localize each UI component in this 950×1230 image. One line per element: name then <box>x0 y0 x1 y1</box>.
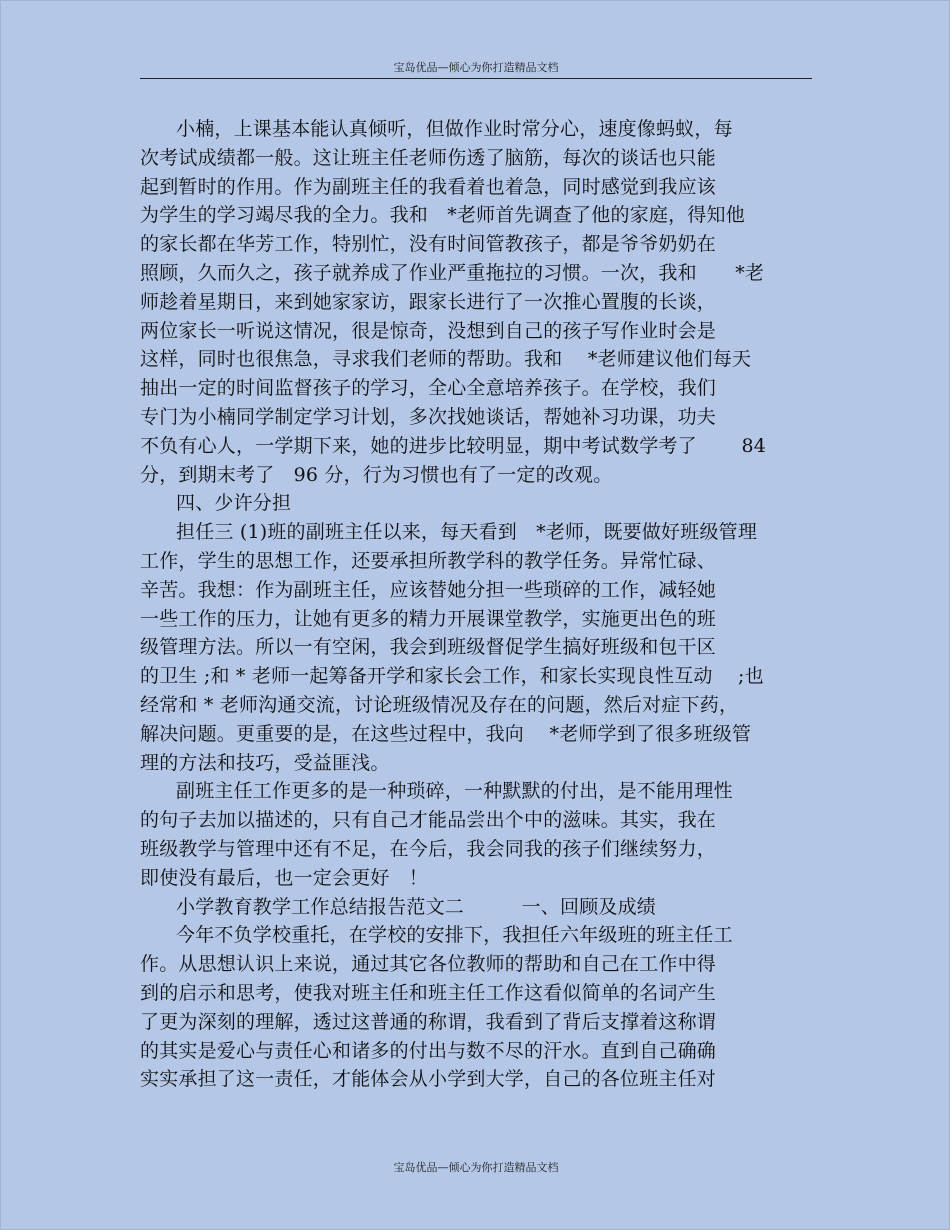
text-line: 的其实是爱心与责任心和诸多的付出与数不尽的汗水。直到自己确确 <box>140 1039 717 1062</box>
text-line: 实实承担了这一责任，才能体会从小学到大学，自己的各位班主任对 <box>140 1068 717 1091</box>
text-line: 到的启示和思考，使我对班主任和班主任工作这看似简单的名词产生 <box>140 981 717 1004</box>
text-line: 照顾，久而久之，孩子就养成了作业严重拖拉的习惯。一次，我和 *老 <box>140 261 765 284</box>
text-line: 两位家长一听说这情况，很是惊奇，没想到自己的孩子写作业时会是 <box>140 319 717 342</box>
text-line: 小楠，上课基本能认真倾听，但做作业时常分心，速度像蚂蚁，每 <box>176 118 733 140</box>
document-body <box>140 115 820 1094</box>
text-line: 一些工作的压力，让她有更多的精力开展课堂教学，实施更出色的班 <box>140 607 717 630</box>
text-line: 不负有心人，一学期下来，她的进步比较明显，期中考试数学考了 84 <box>140 434 767 457</box>
text-line: 即使没有最后，也一定会更好 ！ <box>140 866 429 889</box>
text-line: 担任三 (1)班的副班主任以来，每天看到 *老师，既要做好班级管理 <box>176 521 758 544</box>
text-line: 工作，学生的思想工作，还要承担所教学科的教学任务。异常忙碌、 <box>140 549 717 572</box>
section-heading: 四、少许分担 <box>176 492 292 515</box>
text-line: 为学生的学习竭尽我的全力。我和 *老师首先调查了他的家庭，得知他 <box>140 204 745 227</box>
text-line: 的卫生 ;和 * 老师一起筹备开学和家长会工作，和家长实现良性互动 ;也 <box>140 665 764 688</box>
text-line: 作。从思想认识上来说，通过其它各位教师的帮助和自己在工作中得 <box>140 953 717 976</box>
page-header: 宝岛优品—倾心为你打造精品文档 <box>140 59 812 79</box>
text-line: 起到暂时的作用。作为副班主任的我看着也着急，同时感觉到我应该 <box>140 175 717 198</box>
text-line: 理的方法和技巧，受益匪浅。 <box>140 751 390 774</box>
text-line: 了更为深刻的理解，透过这普通的称谓，我看到了背后支撑着这称谓 <box>140 1010 717 1033</box>
text-line: 今年不负学校重托，在学校的安排下，我担任六年级班的班主任工 <box>176 924 733 947</box>
text-line: 这样，同时也很焦急，寻求我们老师的帮助。我和 *老师建议他们每天 <box>140 348 752 371</box>
text-line: 抽出一定的时间监督孩子的学习，全心全意培养孩子。在学校，我们 <box>140 377 717 400</box>
text-line: 的句子去加以描述的，只有自己才能品尝出个中的滋味。其实，我在 <box>140 809 717 832</box>
text-line: 班级教学与管理中还有不足，在今后，我会同我的孩子们继续努力， <box>140 837 717 860</box>
text-line: 的家长都在华芳工作，特别忙，没有时间管教孩子，都是爷爷奶奶在 <box>140 233 717 256</box>
text-line: 专门为小楠同学制定学习计划，多次找她谈话，帮她补习功课，功夫 <box>140 405 717 428</box>
text-line: 级管理方法。所以一有空闲，我会到班级督促学生搞好班级和包干区 <box>140 636 717 659</box>
text-line: 解决问题。更重要的是，在这些过程中，我向 *老师学到了很多班级管 <box>140 722 752 745</box>
page-footer: 宝岛优品—倾心为你打造精品文档 <box>393 1161 559 1174</box>
text-line: 副班主任工作更多的是一种琐碎，一种默默的付出，是不能用理性 <box>176 780 733 803</box>
text-line: 师趁着星期日，来到她家家访，跟家长进行了一次推心置腹的长谈， <box>140 290 717 313</box>
text-line: 次考试成绩都一般。这让班主任老师伤透了脑筋，每次的谈话也只能 <box>140 146 717 169</box>
text-line: 经常和 * 老师沟通交流，讨论班级情况及存在的问题，然后对症下药， <box>140 693 739 716</box>
text-line: 分，到期末考了 96 分，行为习惯也有了一定的改观。 <box>140 463 613 486</box>
section-heading: 小学教育教学工作总结报告范文二 一、回顾及成绩 <box>176 895 657 918</box>
text-line: 辛苦。我想：作为副班主任，应该替她分担一些琐碎的工作，减轻她 <box>140 578 717 601</box>
